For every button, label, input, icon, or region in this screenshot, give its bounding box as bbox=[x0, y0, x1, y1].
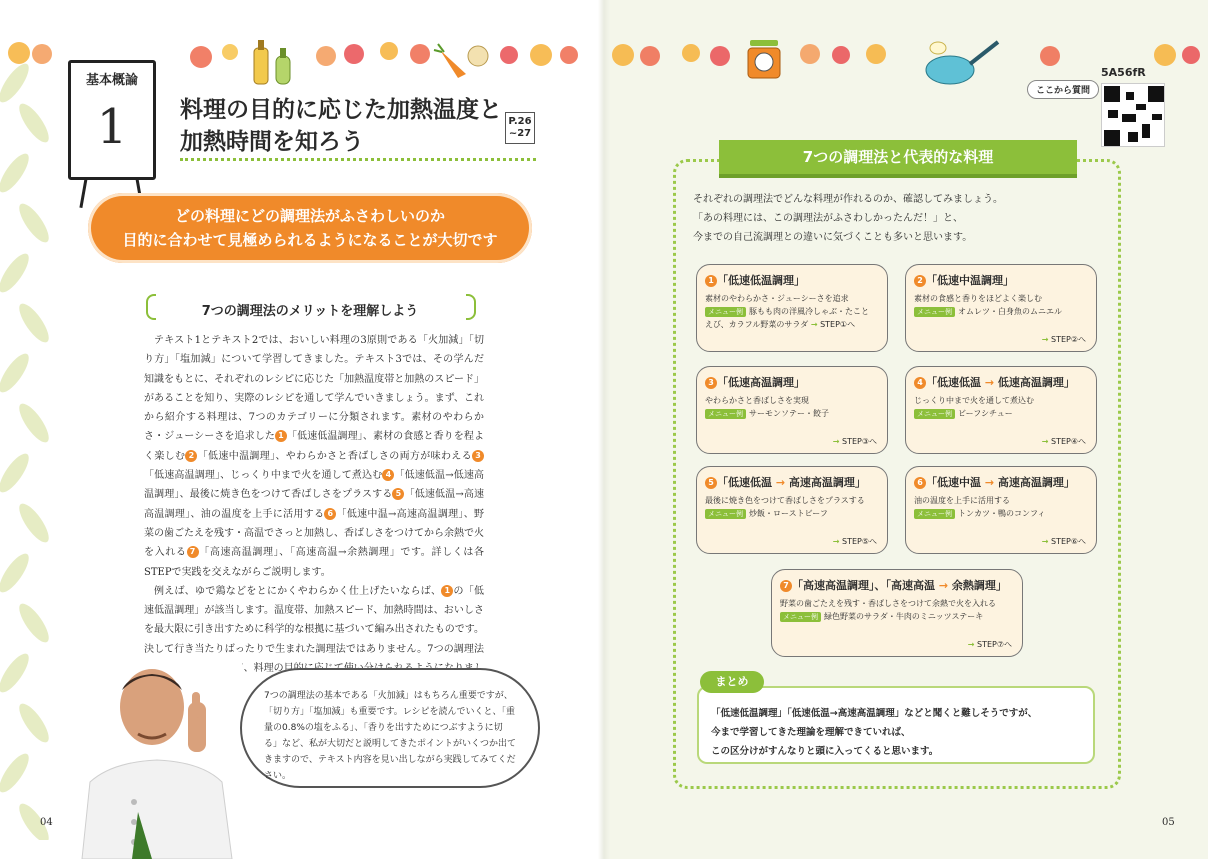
deco-dot bbox=[800, 44, 820, 64]
page-number: 05 bbox=[1162, 817, 1175, 828]
method-card-7: 7 「高速高温調理」、「高速高温 → 余熱調理」 野菜の歯ごたえを残す・香ばしさをつけて余熱で火を入れる メニュー例 緑色野菜のサラダ・牛肉のミニッツステーキ → STEP⑦へ bbox=[771, 569, 1023, 657]
deco-dot bbox=[344, 44, 364, 64]
method-card-2: 2 「低速中温調理」 素材の食感と香りをほどよく楽しむ メニュー例 オムレツ・白身魚のムニエル → STEP②へ bbox=[905, 264, 1097, 352]
chapter-board bbox=[68, 40, 158, 190]
deco-dot bbox=[222, 44, 238, 60]
page-title: 料理の目的に応じた加熱温度と 加熱時間を知ろう bbox=[180, 96, 502, 155]
speech-bubble: 7つの調理法の基本である「火加減」はもちろん重要ですが、「切り方」「塩加減」も重要です。レシピを読んでいくと、「重量の0.8%の塩をふる」、「香りを出すためにつぶすように切る」など、私が大切だと説明してきたポイントがいくつか出てきますので、テキスト内容を見い出しながら実践してみてください。 bbox=[240, 668, 540, 788]
method-card-4: 4 「低速低温 → 低速高温調理」 じっくり中まで火を通して煮込む メニュー例 ビーフシチュー → STEP④へ bbox=[905, 366, 1097, 454]
summary-tag: まとめ bbox=[700, 671, 764, 693]
deco-dot bbox=[1182, 46, 1200, 64]
gutter bbox=[598, 0, 610, 859]
divider bbox=[180, 158, 536, 161]
section-subhead: 7つの調理法のメリットを理解しよう bbox=[201, 304, 419, 319]
section-title: 7つの調理法と代表的な料理 bbox=[719, 140, 1077, 174]
step-link[interactable]: STEP③へ bbox=[841, 437, 877, 446]
deco-dot bbox=[1040, 46, 1060, 66]
page-number: 04 bbox=[40, 817, 53, 828]
deco-dot bbox=[832, 46, 850, 64]
leaf-pattern bbox=[0, 60, 50, 840]
step-link[interactable]: STEP⑥へ bbox=[1050, 537, 1086, 546]
chef-photo bbox=[72, 662, 242, 859]
deco-dot bbox=[380, 42, 398, 60]
deco-dot bbox=[560, 46, 578, 64]
method-card-6: 6 「低速中温 → 高速高温調理」 油の温度を上手に活用する メニュー例 トンカツ・鴨のコンフィ → STEP⑥へ bbox=[905, 466, 1097, 554]
step-link[interactable]: STEP⑤へ bbox=[841, 537, 877, 546]
deco-dot bbox=[866, 44, 886, 64]
deco-dot bbox=[8, 42, 30, 64]
qr-code[interactable] bbox=[1101, 83, 1165, 147]
frying-pan-icon bbox=[924, 38, 1000, 88]
headline-banner: どの料理にどの調理法がふさわしいのか 目的に合わせて見極められるようになることが大切です bbox=[88, 193, 532, 263]
deco-dot bbox=[316, 46, 336, 66]
ask-question-label: ここから質問 bbox=[1027, 80, 1099, 99]
oil-bottles-icon bbox=[248, 38, 308, 88]
deco-dot bbox=[530, 44, 552, 66]
page-reference: P.26 ~27 bbox=[505, 112, 535, 144]
kitchen-scale-icon bbox=[744, 34, 784, 80]
step-link[interactable]: STEP④へ bbox=[1050, 437, 1086, 446]
method-card-5: 5 「低速低温 → 高速高温調理」 最後に焼き色をつけて香ばしさをプラスする メニュー例 炒飯・ローストビーフ → STEP⑤へ bbox=[696, 466, 888, 554]
method-card-1: 1 「低速低温調理」 素材のやわらかさ・ジューシーさを追求 メニュー例 豚もも肉の洋風冷しゃぶ・たこと えび、カラフル野菜のサラダ → STEP①へ bbox=[696, 264, 888, 352]
intro-text: それぞれの調理法でどんな料理が作れるのか、確認してみましょう。 「あの料理には、この調理法がふさわしかったんだ！」と、 今までの自己流調理との違いに気づくことも多いと思います。 bbox=[693, 194, 1003, 243]
carrot-garlic-icon bbox=[432, 40, 494, 84]
deco-dot bbox=[500, 46, 518, 64]
deco-dot bbox=[710, 46, 730, 66]
step-link[interactable]: STEP⑦へ bbox=[976, 640, 1012, 649]
step-link[interactable]: STEP①へ bbox=[820, 320, 856, 329]
body-text: テキスト1とテキスト2では、おいしい料理の3原則である「火加減」「切り方」「塩加減」について学習してきました。テキスト3では、その学んだ知識をもとに、それぞれのレシピに応じた「加熱温度帯と加熱のスピード」があることを知り、実際のレシピを通して学んでいきましょう。まず、これから紹介する料理は、7つのカテゴリーに分類されます。素材のやわらかさ・ジューシーさを追求した 1 「低速低温調理」、素材の食感と香りを程よく楽しむ 2 「低速中温調理」、やわらかさと香ばしさの両方が味わえる 3「低速高温調理」、じっくり中まで火を通して煮込む 4 「低速低温→低速高温調理」、最後に焼き色をつけて香ばしさをプラスする 5 「低速低温→高速高温調理」、油の温度を上手に活用する 6 「低速中温→高速高温調理」、野菜の歯ごたえを残す・高温でさっと加熱し、香ばしさをつけてから余熱で火を入れる 7 「高速高温調理」、「高速高温→余熱調理」です。詳しくは各STEPで実践を交えながらご説明します。 例えば、ゆで鶏などをとにかくやわらかく仕上げたいならば、 1 の「低速低温調理」が該当します。温度帯、加熱スピード、加熱時間は、おいしさを最大限に引き出すために科学的な根拠に基づいて編み出されたものです。決して行き当たりばったりで生まれた調理法ではありません。7つの調理法 メリットを理解して、料理の目的に応じ bbox=[144, 335, 485, 675]
deco-dot bbox=[32, 44, 52, 64]
deco-dot bbox=[1154, 44, 1176, 66]
board-number: 1 bbox=[96, 99, 128, 155]
deco-dot bbox=[640, 46, 660, 66]
method-card-3: 3 「低速高温調理」 やわらかさと香ばしさを実現 メニュー例 サーモンソテー・餃子 → STEP③へ bbox=[696, 366, 888, 454]
deco-dot bbox=[190, 46, 212, 68]
deco-dot bbox=[682, 44, 700, 62]
summary-box: 「低速低温調理」「低速低温→高速高温調理」などと聞くと難しそうですが、 今まで学習してきた理論を理解できていれば、 この区分けがすんなりと頭に入ってくると思います。 bbox=[697, 686, 1095, 764]
deco-dot bbox=[612, 44, 634, 66]
board-title: 基本概論 bbox=[85, 73, 138, 88]
step-link[interactable]: STEP②へ bbox=[1050, 335, 1086, 344]
deco-dot bbox=[410, 44, 430, 64]
qr-id: 5A56fR bbox=[1101, 66, 1146, 79]
